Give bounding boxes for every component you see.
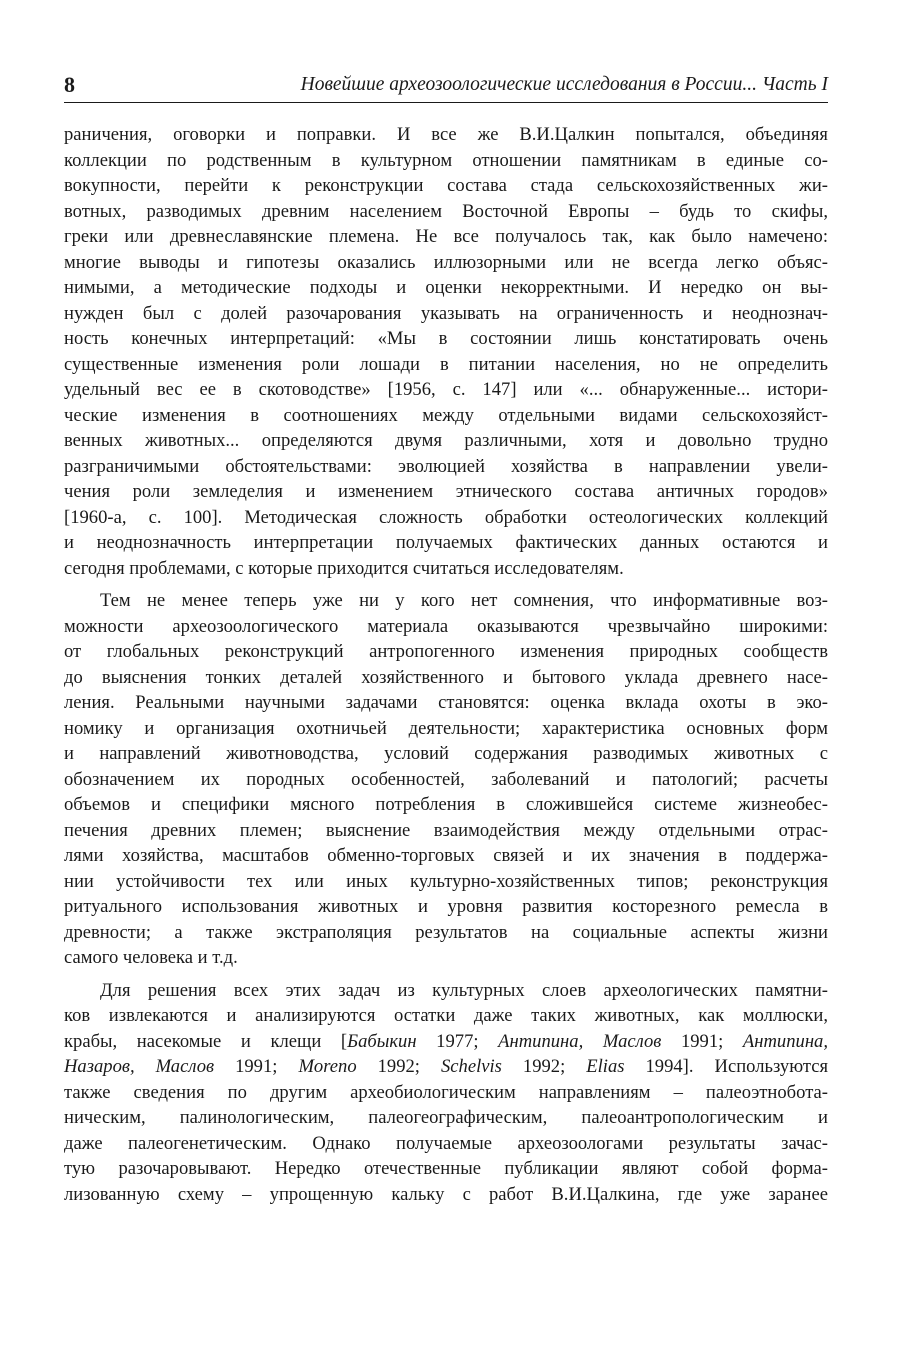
text-line: крабы, насекомые и клещи [Бабыкин 1977; Антипина, Маслов 1991; Антипина, bbox=[64, 1030, 828, 1052]
page-number: 8 bbox=[64, 72, 75, 97]
text-line: существенные изменения роли лошади в питании населения, но не определить bbox=[64, 353, 828, 375]
body-text bbox=[64, 122, 828, 1207]
text-line: нужден был с долей разочарования указывать на ограниченность и неоднознач- bbox=[64, 302, 828, 324]
text-line: и направлений животноводства, условий содержания разводимых животных с bbox=[64, 743, 828, 764]
text-line: лизованную схему – упрощенную кальку с работ В.И.Цалкина, где уже заранее bbox=[64, 1183, 828, 1205]
text-line: ническим, палинологическим, палеогеографическим, палеоантропологическим и bbox=[64, 1107, 828, 1128]
paragraph bbox=[64, 588, 828, 971]
text-line: объемов и специфики мясного потребления в сложившейся системе жизнеобес- bbox=[64, 794, 828, 815]
paragraph bbox=[64, 978, 828, 1208]
text-line: обозначением их породных особенностей, заболеваний и патологий; расчеты bbox=[64, 768, 828, 790]
text-line: и неоднозначность интерпретации получаемых фактических данных остаются и bbox=[64, 532, 828, 553]
text-line: коллекции по родственным в культурном отношении памятникам в единые со- bbox=[64, 149, 828, 171]
text-line: сегодня проблемами, с которые приходится считаться исследователям. bbox=[64, 557, 624, 579]
text-line: тую разочаровывают. Нередко отечественные публикации являют собой форма- bbox=[64, 1158, 828, 1179]
text-line: многие выводы и гипотезы оказались иллюзорными или не всегда легко объяс- bbox=[64, 251, 828, 273]
text-line: древности; а также экстраполяция результатов на социальные аспекты жизни bbox=[64, 921, 828, 943]
text-line: от глобальных реконструкций антропогенного изменения природных сообществ bbox=[64, 641, 828, 662]
text-line: раничения, оговорки и поправки. И все же В.И.Цалкин попытался, объединяя bbox=[64, 124, 828, 145]
text-line: ления. Реальными научными задачами становятся: оценка вклада охоты в эко- bbox=[64, 692, 828, 713]
text-line: нии устойчивости тех или иных культурно-хозяйственных типов; реконструкция bbox=[64, 870, 828, 892]
text-line: номику и организация охотничьей деятельности; характеристика основных форм bbox=[64, 717, 828, 739]
text-line: самого человека и т.д. bbox=[64, 947, 238, 968]
text-line: вокупности, перейти к реконструкции состава стада сельскохозяйственных жи- bbox=[64, 175, 828, 196]
text-line: также сведения по другим археобиологическим направлениям – палеоэтнобота- bbox=[64, 1081, 828, 1103]
text-line: ритуального использования животных и уровня развития косторезного ремесла в bbox=[64, 896, 828, 917]
text-line: можности археозоологического материала оказываются чрезвычайно широкими: bbox=[64, 615, 828, 637]
running-title: Новейшие археозоологические исследования в России... Часть I bbox=[300, 74, 828, 95]
text-line: греки или древнеславянские племена. Не все получалось так, как было намечено: bbox=[64, 226, 828, 247]
text-line: [1960-а, с. 100]. Методическая сложность обработки остеологических коллекций bbox=[64, 506, 828, 528]
text-line: разграничимыми обстоятельствами: эволюцией хозяйства в направлении увели- bbox=[64, 455, 828, 477]
text-line: ность конечных интерпретаций: «Мы в состоянии лишь констатировать очень bbox=[64, 328, 828, 349]
text-line: вотных, разводимых древним населением Восточной Европы – будь то скифы, bbox=[64, 200, 828, 222]
text-line: венных животных... определяются двумя различными, хотя и довольно трудно bbox=[64, 430, 828, 451]
text-line: удельный вес ее в скотоводстве» [1956, с. 147] или «... обнаруженные... истори- bbox=[64, 379, 828, 400]
text-line: ческие изменения в соотношениях между отдельными видами сельскохозяйст- bbox=[64, 404, 828, 426]
text-line: печения древних племен; выяснение взаимодействия между отдельными отрас- bbox=[64, 819, 828, 841]
text-line: лями хозяйства, масштабов обменно-торговых связей и их значения в поддержа- bbox=[64, 845, 828, 866]
text-line: Назаров, Маслов 1991; Moreno 1992; Schelvis 1992; Elias 1994]. Используются bbox=[64, 1056, 829, 1077]
text-line: Тем не менее теперь уже ни у кого нет сомнения, что информативные воз- bbox=[100, 590, 828, 611]
text-line: даже палеогенетическим. Однако получаемые археозоологами результаты зачас- bbox=[64, 1132, 828, 1154]
text-line: ков извлекаются и анализируются остатки даже таких животных, как моллюски, bbox=[64, 1005, 828, 1026]
page-header bbox=[64, 70, 828, 103]
text-line: Для решения всех этих задач из культурных слоев археологических памятни- bbox=[100, 979, 828, 1001]
text-line: нимыми, а методические подходы и оценки некорректными. И нередко он вы- bbox=[64, 277, 828, 298]
paragraph bbox=[64, 122, 828, 581]
text-line: до выяснения тонких деталей хозяйственного и бытового уклада древнего насе- bbox=[64, 666, 828, 688]
text-line: чения роли земледелия и изменением этнического состава античных городов» bbox=[64, 481, 828, 502]
